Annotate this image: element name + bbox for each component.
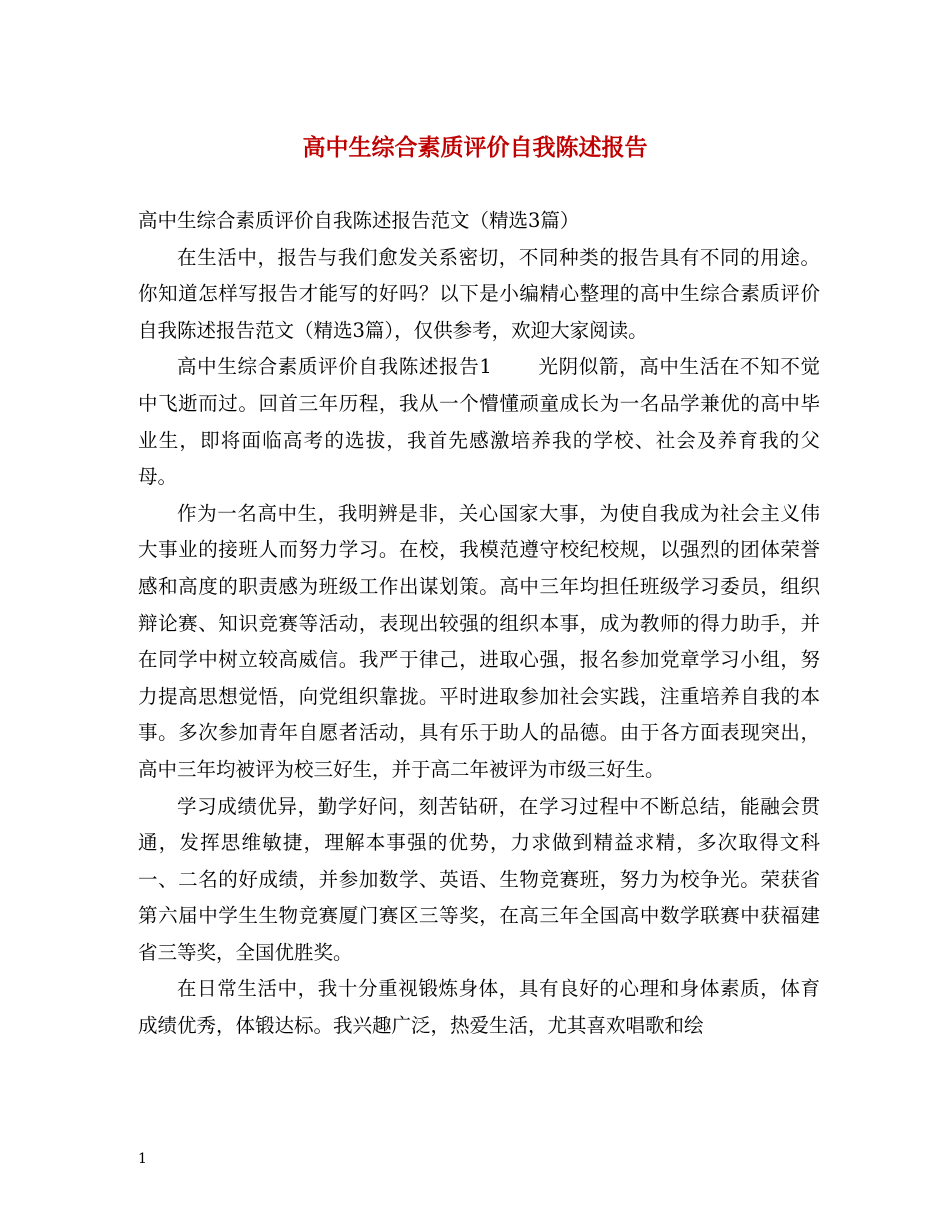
document-subtitle: 高中生综合素质评价自我陈述报告范文（精选3篇） (138, 209, 580, 232)
section-1-text: 光阴似箭，高中生活在不知不觉中飞逝而过。回首三年历程，我从一个懵懂顽童成长为一名品学兼优的高中毕业生，即将面临高考的选拔，我首先感激培养我的学校、社会及养育我的父母。 (138, 355, 820, 489)
section-1-paragraph (138, 349, 820, 495)
page-number: 1 (138, 1151, 147, 1167)
section-1-heading: 高中生综合素质评价自我陈述报告1 (177, 355, 492, 379)
intro-paragraph: 在生活中，报告与我们愈发关系密切，不同种类的报告具有不同的用途。你知道怎样写报告才能写的好吗？以下是小编精心整理的高中生综合素质评价自我陈述报告范文（精选3篇），仅供参考，欢迎大家阅读。 (138, 245, 820, 342)
document-title: 高中生综合素质评价自我陈述报告 (302, 134, 648, 161)
body-paragraph: 学习成绩优异，勤学好问，刻苦钻研，在学习过程中不断总结，能融会贯通，发挥思维敏捷，理解本事强的优势，力求做到精益求精，多次取得文科一、二名的好成绩，并参加数学、英语、生物竞赛班，努力为校争光。荣获省第六届中学生生物竞赛厦门赛区三等奖，在高三年全国高中数学联赛中获福建省三等奖，全国优胜奖。 (138, 794, 820, 964)
document-body (138, 203, 820, 1045)
body-paragraph: 作为一名高中生，我明辨是非，关心国家大事，为使自我成为社会主义伟大事业的接班人而努力学习。在校，我模范遵守校纪校规，以强烈的团体荣誉感和高度的职责感为班级工作出谋划策。高中三年均担任班级学习委员，组织辩论赛、知识竞赛等活动，表现出较强的组织本事，成为教师的得力助手，并在同学中树立较高威信。我严于律己，进取心强，报名参加党章学习小组，努力提高思想觉悟，向党组织靠拢。平时进取参加社会实践，注重培养自我的本事。多次参加青年自愿者活动，具有乐于助人的品德。由于各方面表现突出，高中三年均被评为校三好生，并于高二年被评为市级三好生。 (138, 501, 820, 781)
body-paragraph: 在日常生活中，我十分重视锻炼身体，具有良好的心理和身体素质，体育成绩优秀，体锻达标。我兴趣广泛，热爱生活，尤其喜欢唱歌和绘 (138, 977, 820, 1038)
